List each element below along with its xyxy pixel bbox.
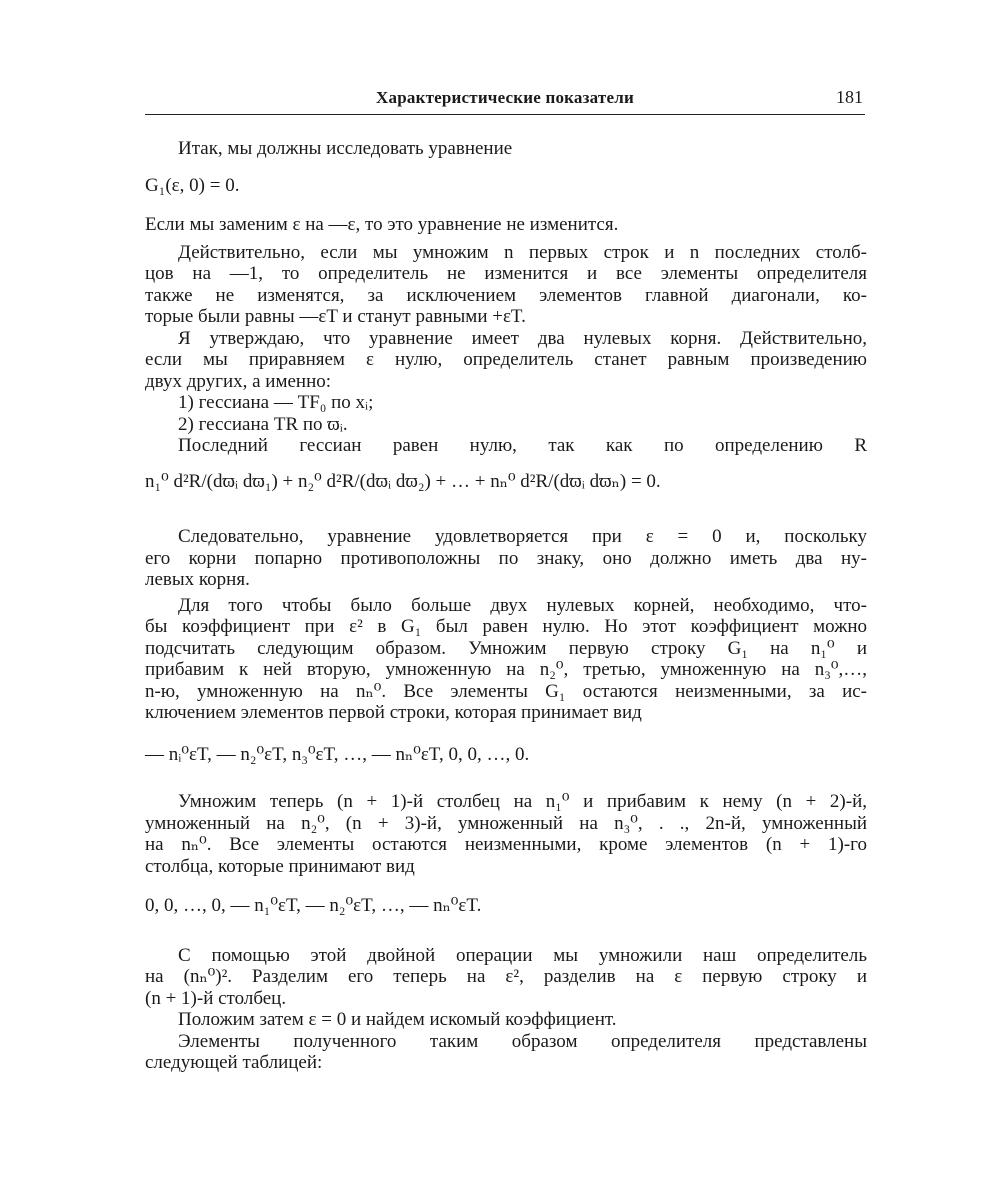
text-line: также не изменятся, за исключением элементов главной диагонали, ко- — [145, 284, 867, 306]
text-line: умноженный на n₂⁰, (n + 3)-й, умноженный на n₃⁰, . ., 2n-й, умноженный — [145, 812, 867, 834]
text-line: Следовательно, уравнение удовлетворяется при ε = 0 и, поскольку — [178, 526, 867, 547]
text-line: если мы приравняем ε нулю, определитель станет равным произведению — [145, 349, 867, 370]
text-line: на nₙ⁰. Все элементы остаются неизменными, кроме элементов (n + 1)-го — [145, 834, 867, 855]
text-line: цов на —1, то определитель не изменится и все элементы определителя — [145, 263, 867, 284]
equation-first-row: — nᵢ⁰εT, — n₂⁰εT, n₃⁰εT, …, — nₙ⁰εT, 0, 0, …, 0. — [145, 743, 530, 765]
text-line: двух других, а именно: — [145, 370, 332, 392]
paragraph-claim — [145, 328, 867, 393]
text-line: n-ю, умноженную на nₙ⁰. Все элементы G₁ остаются неизменными, за ис- — [145, 680, 867, 702]
paragraph-last-hessian: Последний гессиан равен нулю, так как по определению R — [178, 435, 867, 456]
text-line: прибавим к ней вторую, умноженную на n₂⁰, третью, умноженную на n₃⁰,…, — [145, 659, 867, 680]
equation-column: 0, 0, …, 0, — n₁⁰εT, — n₂⁰εT, …, — nₙ⁰εT. — [145, 895, 482, 916]
text-line: левых корня. — [145, 569, 250, 590]
page-body — [145, 136, 867, 1074]
paragraph-intro: Итак, мы должны исследовать уравнение — [178, 138, 513, 159]
paragraph-elements-table — [145, 1031, 867, 1074]
running-title: Характеристические показатели — [376, 88, 634, 107]
text-line: (n + 1)-й столбец. — [145, 987, 287, 1009]
text-line: Для того чтобы было больше двух нулевых корней, необходимо, что- — [178, 594, 867, 616]
equation-g1: G₁(ε, 0) = 0. — [145, 174, 240, 196]
paragraph-double-operation — [145, 945, 867, 1010]
text-line: С помощью этой двойной операции мы умножили наш определитель — [178, 944, 867, 966]
text-line: следующей таблицей: — [145, 1052, 323, 1073]
paragraph-indeed — [145, 242, 867, 328]
text-line: подсчитать следующим образом. Умножим первую строку G₁ на n₁⁰ и — [145, 637, 867, 659]
text-line: ключением элементов первой строки, которая принимает вид — [145, 702, 642, 723]
paragraph-consequently — [145, 526, 867, 591]
paragraph-replace-eps: Если мы заменим ε на —ε, то это уравнение не изменится. — [145, 214, 619, 235]
list-item-1: 1) гессиана — TF₀ по xᵢ; — [178, 392, 374, 413]
text-line: Действительно, если мы умножим n первых строк и n последних столб- — [178, 241, 867, 263]
text-line: на (nₙ⁰)². Разделим его теперь на ε², разделив на ε первую строку и — [145, 966, 867, 987]
running-header — [145, 84, 865, 115]
text-line: столбца, которые принимают вид — [145, 855, 415, 877]
equation-hessian-sum: n₁⁰ d²R/(dϖᵢ dϖ₁) + n₂⁰ d²R/(dϖᵢ dϖ₂) + … + nₙ⁰ d²R/(dϖᵢ dϖₙ) = 0. — [145, 470, 661, 492]
list-item-2: 2) гессиана TR по ϖᵢ. — [178, 413, 348, 435]
text-line: Умножим теперь (n + 1)-й столбец на n₁⁰ и прибавим к нему (n + 2)-й, — [178, 791, 867, 812]
paragraph-multiply-column — [145, 791, 867, 877]
text-line: торые были равны —εT и станут равными +εT. — [145, 306, 526, 327]
text-line: Я утверждаю, что уравнение имеет два нулевых корня. Действительно, — [178, 327, 867, 349]
text-line: бы коэффициент при ε² в G₁ был равен нулю. Но этот коэффициент можно — [145, 616, 867, 637]
paragraph-more-roots — [145, 595, 867, 724]
page-number: 181 — [836, 87, 863, 107]
paragraph-set-eps-zero: Положим затем ε = 0 и найдем искомый коэффициент. — [178, 1009, 617, 1030]
text-line: Элементы полученного таким образом определителя представлены — [178, 1030, 867, 1052]
text-line: его корни попарно противоположны по знаку, оно должно иметь два ну- — [145, 547, 867, 569]
